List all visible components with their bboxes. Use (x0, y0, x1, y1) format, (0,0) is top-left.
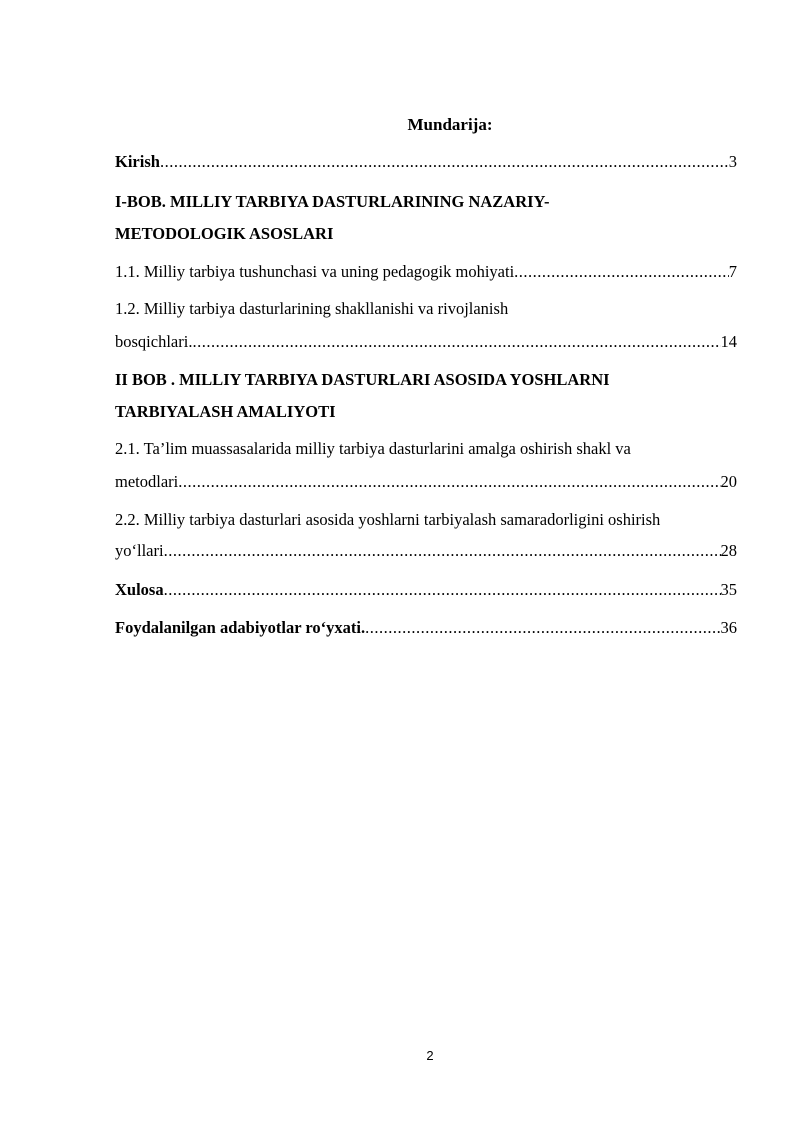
dot-leader (164, 541, 721, 561)
toc-entry-label: bosqichlari. (115, 332, 193, 351)
toc-entry-kirish (115, 152, 737, 172)
toc-entry-label: Kirish (115, 152, 160, 171)
toc-chapter-2-line-1: II BOB . MILLIY TARBIYA DASTURLARI ASOSIDA YOSHLARNI (115, 370, 610, 389)
toc-entry-xulosa (115, 580, 737, 600)
toc-entry-label: metodlari (115, 472, 179, 491)
toc-entry-1-2-line-2 (115, 332, 737, 352)
toc-entry-page: 14 (720, 332, 737, 351)
toc-entry-label: Xulosa (115, 580, 164, 599)
toc-entry-page: 20 (720, 472, 737, 491)
dot-leader (178, 472, 720, 492)
dot-leader (514, 262, 729, 282)
toc-entry-1-1 (115, 262, 737, 282)
dot-leader (164, 580, 721, 600)
toc-title: Mundarija: (407, 115, 493, 134)
dot-leader (160, 152, 729, 172)
page-number: 2 (426, 1048, 434, 1063)
toc-entry-2-2-line-2 (115, 541, 737, 561)
dot-leader (192, 332, 720, 352)
toc-entry-page: 3 (728, 152, 737, 171)
toc-entry-2-1-line-2 (115, 472, 737, 492)
toc-entry-2-2-line-1: 2.2. Milliy tarbiya dasturlari asosida yoshlarni tarbiyalash samaradorligini oshirish (115, 510, 661, 529)
toc-chapter-1-line-2: METODOLOGIK ASOSLARI (115, 224, 334, 243)
dot-leader (365, 618, 720, 638)
toc-entry-page: 28 (720, 541, 737, 560)
toc-entry-adabiyotlar (115, 618, 737, 638)
toc-entry-2-1-line-1: 2.1. Ta’lim muassasalarida milliy tarbiya dasturlarini amalga oshirish shakl va (115, 439, 631, 458)
toc-entry-1-2-line-1: 1.2. Milliy tarbiya dasturlarining shakllanishi va rivojlanish (115, 299, 509, 318)
toc-chapter-1-line-1: I-BOB. MILLIY TARBIYA DASTURLARINING NAZARIY- (115, 192, 550, 211)
toc-entry-label: 1.1. Milliy tarbiya tushunchasi va uning pedagogik mohiyati (115, 262, 515, 281)
toc-entry-page: 7 (728, 262, 737, 281)
toc-entry-label: Foydalanilgan adabiyotlar ro‘yxati. (115, 618, 366, 637)
toc-chapter-2-line-2: TARBIYALASH AMALIYOTI (115, 402, 336, 421)
toc-entry-label: yo‘llari (115, 541, 164, 560)
toc-entry-page: 35 (720, 580, 737, 599)
toc-entry-page: 36 (720, 618, 737, 637)
